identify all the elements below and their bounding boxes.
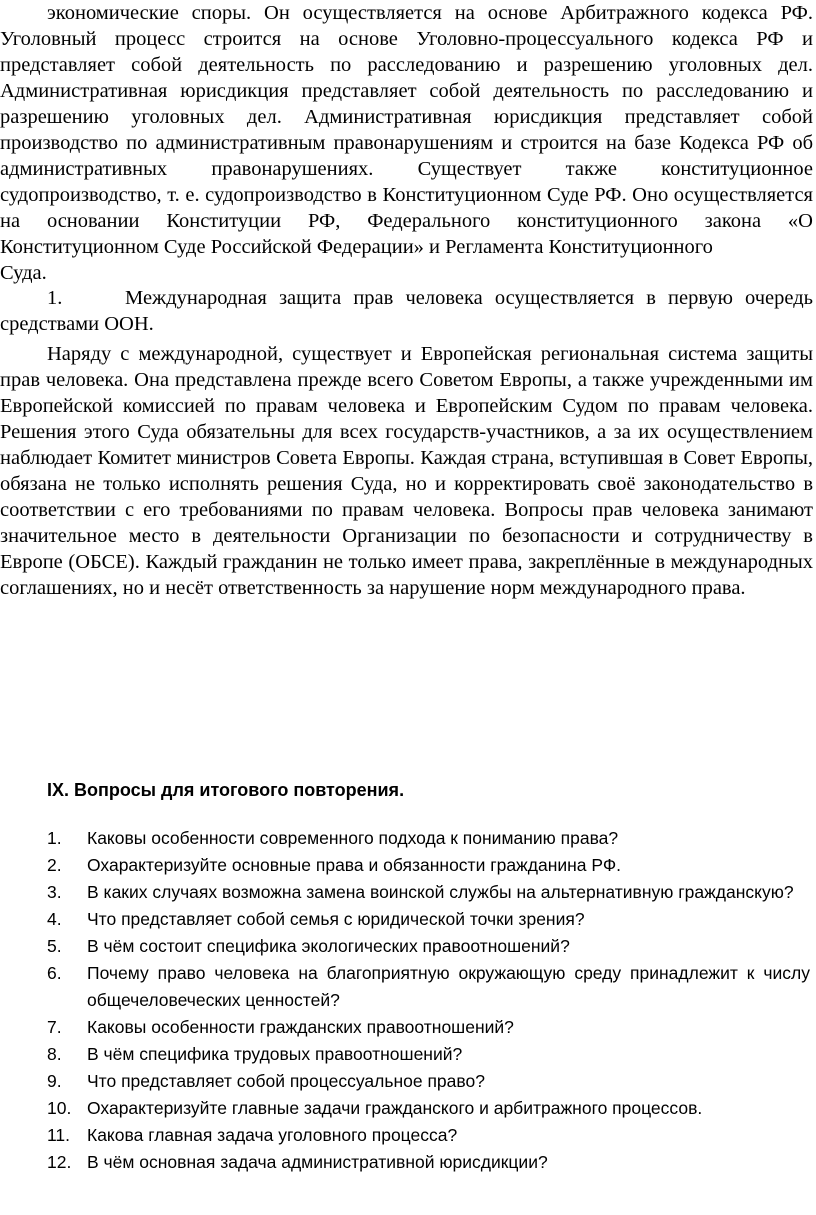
question-text: Что представляет собой процессуальное право? [87, 1071, 485, 1091]
numbered-paragraph-text: Международная защита прав человека осуществляется в первую очередь средствами ООН. [0, 287, 813, 335]
review-questions-list [0, 825, 810, 1176]
question-text: В каких случаях возможна замена воинской службы на альтернативную гражданскую? [87, 882, 794, 902]
question-text: Что представляет собой семья с юридической точки зрения? [87, 909, 585, 929]
question-number: 7. [47, 1017, 62, 1037]
paragraph-european-system: Наряду с международной, существует и Европейская региональная система защиты прав человека. Она представлена прежде всего Советом Европы, а также учрежденными им Европейской комиссией по правам человека и Европейским Судом по правам человека. Решения этого Суда обязательны для всех государств-участников, а за их осуществлением наблюдает Комитет министров Совета Европы. Каждая страна, вступившая в Совет Европы, обязана не только исполнять решения Суда, но и корректировать своё законодательство в соответствии с его требованиями по правам человека. Вопросы прав человека занимают значительное место в деятельности Организации по безопасности и сотрудничеству в Европе (ОБСЕ). Каждый гражданин не только имеет права, закреплённые в международных соглашениях, но и несёт ответственность за нарушение норм международного права. [0, 343, 813, 599]
question-number: 9. [47, 1071, 62, 1091]
list-item [0, 1014, 810, 1041]
list-item [0, 1149, 810, 1176]
list-item [0, 852, 810, 879]
list-item [0, 960, 810, 1014]
paragraph-text: экономические споры. Он осуществляется на основе Арбитражного кодекса РФ. Уголовный процесс строится на основе Уголовно-процессуального кодекса РФ и представляет собой деятельность по расследованию и разрешению уголовных дел. Административная юрисдикция представляет собой деятельность по расследованию и разрешению уголовных дел. Административная юрисдикция представляет собой производство по административным правонарушениям и строится на базе Кодекса РФ об административных правонарушениях. Существует также конституционное судопроизводство, т. е. судопроизводство в Конституционном Суде РФ. Оно осуществляется на основании Конституции РФ, Федерального конституционного закона «О Конституционном Суде Российской Федерации» и Регламента Конституционного [0, 2, 813, 258]
paragraph-legal-process [0, 0, 816, 286]
list-item [0, 933, 810, 960]
section-heading: IX. Вопросы для итогового повторения. [47, 780, 405, 800]
list-item [0, 1122, 810, 1149]
paragraph-number: 1. [47, 287, 63, 309]
question-text: Каковы особенности современного подхода к пониманию права? [87, 828, 619, 848]
question-number: 2. [47, 855, 62, 875]
question-number: 8. [47, 1044, 62, 1064]
question-text: Какова главная задача уголовного процесса? [87, 1125, 458, 1145]
question-number: 6. [47, 963, 62, 983]
question-number: 3. [47, 882, 62, 902]
list-item [0, 1068, 810, 1095]
question-text: Охарактеризуйте основные права и обязанности гражданина РФ. [87, 855, 622, 875]
question-number: 5. [47, 936, 62, 956]
question-text: Почему право человека на благоприятную окружающую среду принадлежит к числу общечеловеческих ценностей? [87, 963, 810, 1010]
question-text: В чём состоит специфика экологических правоотношений? [87, 936, 570, 956]
question-number: 10. [47, 1098, 72, 1118]
question-text: Каковы особенности гражданских правоотношений? [87, 1017, 514, 1037]
list-item [0, 906, 810, 933]
list-item [0, 1041, 810, 1068]
question-text: Охарактеризуйте главные задачи гражданского и арбитражного процессов. [87, 1098, 703, 1118]
question-text: В чём основная задача административной юрисдикции? [87, 1152, 548, 1172]
numbered-paragraph [0, 285, 816, 337]
paragraph-end-text: Суда. [0, 262, 47, 284]
question-number: 4. [47, 909, 62, 929]
question-number: 12. [47, 1152, 72, 1172]
list-item [0, 825, 810, 852]
question-text: В чём специфика трудовых правоотношений? [87, 1044, 463, 1064]
list-item [0, 1095, 810, 1122]
question-number: 1. [47, 828, 62, 848]
question-number: 11. [47, 1125, 71, 1145]
list-item [0, 879, 810, 906]
